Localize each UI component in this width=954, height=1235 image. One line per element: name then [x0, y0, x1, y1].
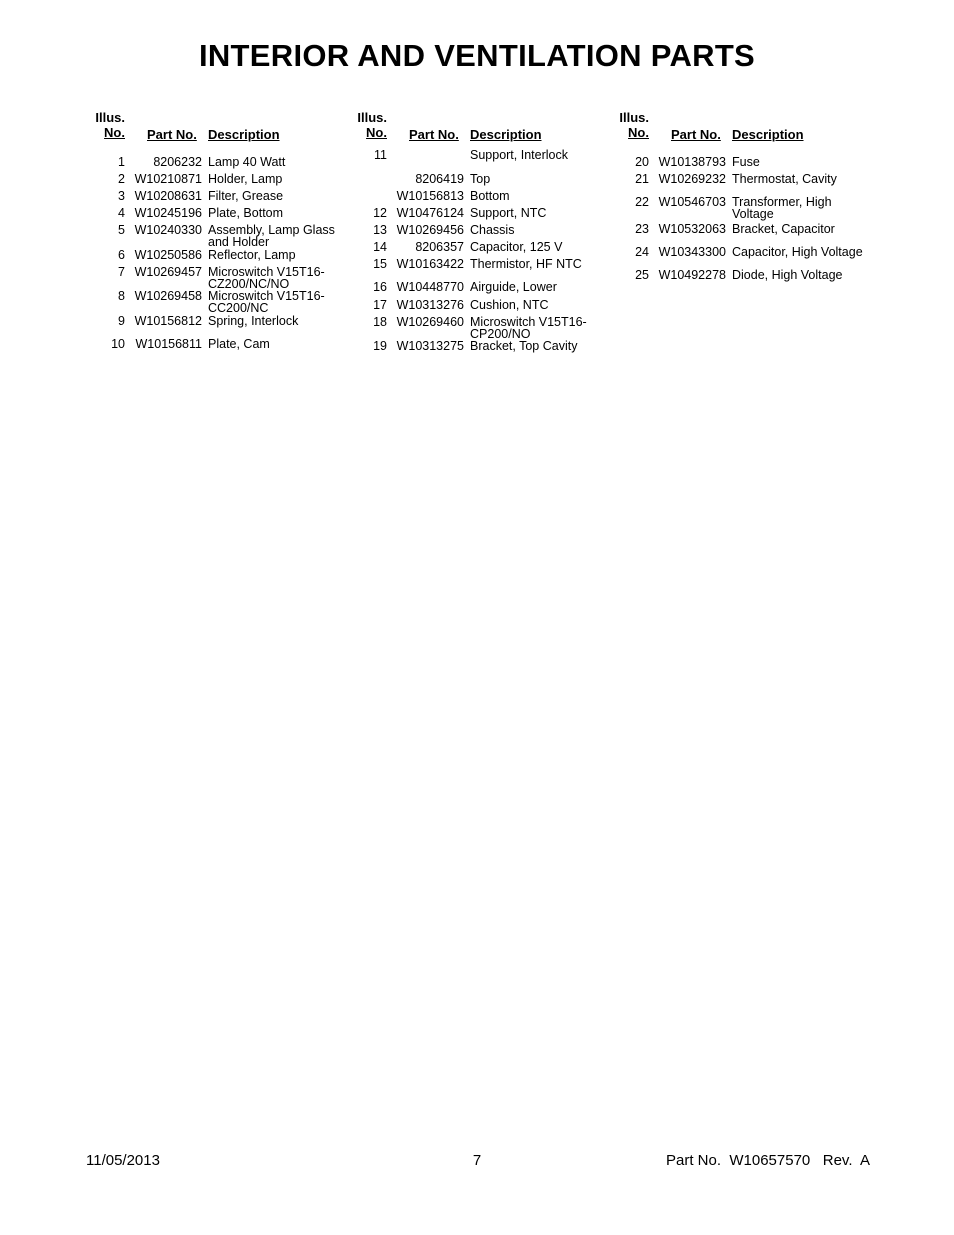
part-description: Bottom [470, 189, 510, 203]
part-no-header: Part No. [671, 127, 721, 142]
footer-date: 11/05/2013 [86, 1152, 160, 1169]
illus-no: 6 [118, 248, 125, 262]
illus-no: 3 [118, 189, 125, 203]
part-description: Bracket, Capacitor [732, 222, 835, 236]
part-description: Spring, Interlock [208, 314, 299, 328]
illus-no: 23 [635, 222, 649, 236]
parts-column-3 [616, 110, 896, 282]
part-number: W10269232 [658, 172, 726, 186]
part-number: W10343300 [658, 245, 726, 259]
part-number: W10476124 [396, 206, 464, 220]
part-description: Thermostat, Cavity [732, 172, 837, 186]
part-number: W10492278 [658, 268, 726, 282]
illus-no: 25 [635, 268, 649, 282]
illus-no: 21 [635, 172, 649, 186]
illus-header-top: Illus. [619, 110, 649, 125]
part-number: W10313276 [396, 298, 464, 312]
part-number: W10163422 [396, 257, 464, 271]
part-number: W10156811 [135, 337, 202, 351]
part-description: Plate, Cam [208, 337, 270, 351]
illus-no: 16 [373, 280, 387, 294]
illus-no: 5 [118, 223, 125, 237]
part-description: Diode, High Voltage [732, 268, 843, 282]
part-number: W10208631 [134, 189, 202, 203]
part-number: W10250586 [134, 248, 202, 262]
part-description: Top [470, 172, 491, 186]
part-description: Filter, Grease [208, 189, 284, 203]
part-description: Lamp 40 Watt [208, 155, 286, 169]
part-number: W10245196 [134, 206, 202, 220]
illus-no: 20 [635, 155, 649, 169]
part-number: W10138793 [658, 155, 726, 169]
illus-no: 10 [111, 337, 125, 351]
illus-no: 9 [118, 314, 125, 328]
part-number: W10546703 [658, 195, 726, 209]
part-number: W10156813 [396, 189, 464, 203]
part-number: W10532063 [658, 222, 726, 236]
part-number: W10240330 [134, 223, 202, 237]
part-number: 8206419 [415, 172, 464, 186]
page-title: INTERIOR AND VENTILATION PARTS [198, 38, 756, 73]
illus-header-bottom: No. [104, 125, 125, 140]
illus-no: 11 [374, 148, 387, 162]
part-description: Bracket, Top Cavity [470, 339, 578, 353]
footer-document-part-no: Part No. W10657570 Rev. A [666, 1152, 870, 1169]
part-description: Capacitor, 125 V [470, 240, 563, 254]
part-description: Capacitor, High Voltage [732, 245, 863, 259]
part-description: Airguide, Lower [470, 280, 557, 294]
illus-no: 19 [373, 339, 387, 353]
description-header: Description [470, 127, 542, 142]
illus-no: 12 [373, 206, 387, 220]
part-description: Microswitch V15T16-CC200/NC [208, 289, 325, 315]
illus-no: 4 [118, 206, 125, 220]
illus-header-bottom: No. [628, 125, 649, 140]
column-header [354, 110, 614, 146]
part-number: W10210871 [134, 172, 202, 186]
part-description: Assembly, Lamp Glass and Holder [208, 223, 335, 249]
part-description: Transformer, High Voltage [732, 195, 832, 221]
illus-header-top: Illus. [357, 110, 387, 125]
illus-no: 8 [118, 289, 125, 303]
part-number: W10269457 [134, 265, 202, 279]
part-number: W10313275 [396, 339, 464, 353]
part-description: Holder, Lamp [208, 172, 283, 186]
description-header: Description [732, 127, 804, 142]
illus-no: 18 [373, 315, 387, 329]
illus-header-bottom: No. [366, 125, 387, 140]
illus-no-header [616, 110, 649, 140]
illus-no-header [354, 110, 387, 140]
parts-column-2 [354, 110, 614, 353]
part-description: Microswitch V15T16-CP200/NO [470, 315, 587, 341]
illus-no: 2 [118, 172, 125, 186]
part-number: W10269456 [396, 223, 464, 237]
illus-no: 24 [635, 245, 649, 259]
part-description: Reflector, Lamp [208, 248, 296, 262]
part-description: Thermistor, HF NTC [470, 257, 582, 271]
part-number: W10269458 [134, 289, 202, 303]
part-description: Microswitch V15T16-CZ200/NC/NO [208, 265, 325, 291]
column-header [616, 110, 896, 146]
part-number: W10156812 [134, 314, 202, 328]
description-header: Description [208, 127, 280, 142]
illus-no: 22 [635, 195, 649, 209]
illus-header-top: Illus. [95, 110, 125, 125]
part-description: Support, NTC [470, 206, 547, 220]
illus-no: 13 [373, 223, 387, 237]
part-number: 8206232 [153, 155, 202, 169]
part-number: W10448770 [396, 280, 464, 294]
part-description: Chassis [470, 223, 515, 237]
illus-no: 17 [373, 298, 387, 312]
part-description: Cushion, NTC [470, 298, 549, 312]
illus-no: 1 [118, 155, 125, 169]
column-header [92, 110, 352, 146]
part-no-header: Part No. [147, 127, 197, 142]
illus-no: 7 [118, 265, 125, 279]
illus-no: 14 [373, 240, 387, 254]
part-description: Fuse [732, 155, 760, 169]
parts-column-1 [92, 110, 352, 351]
part-no-header: Part No. [409, 127, 459, 142]
footer-page-number: 7 [472, 1152, 482, 1169]
part-description: Support, Interlock [470, 148, 568, 162]
part-number: W10269460 [396, 315, 464, 329]
illus-no: 15 [373, 257, 387, 271]
part-number: 8206357 [415, 240, 464, 254]
illus-no-header [92, 110, 125, 140]
part-description: Plate, Bottom [208, 206, 284, 220]
